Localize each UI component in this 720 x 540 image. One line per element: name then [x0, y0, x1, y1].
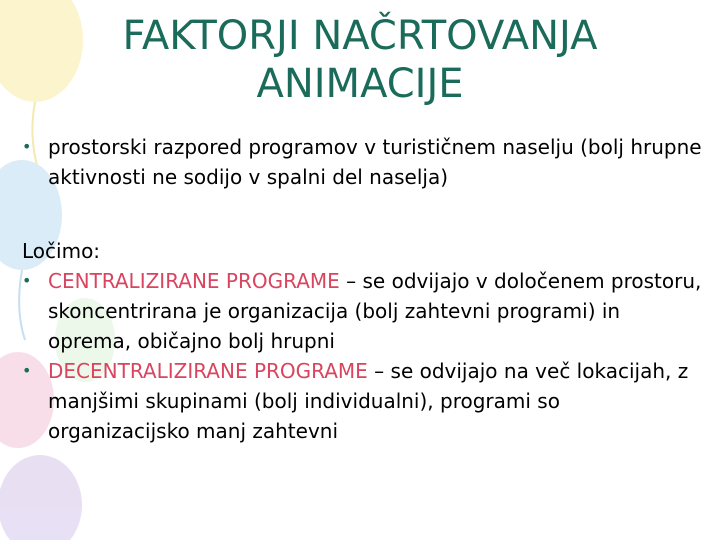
- slide-title-line-2: ANIMACIJE: [256, 61, 464, 107]
- slide-body: [22, 132, 702, 446]
- bullet-icon: •: [22, 271, 32, 290]
- section-label: Ločimo:: [22, 239, 101, 263]
- description-centralized: – se odvijajo v določenem prostoru, skoncentrirana je organizacija (bolj zahtevni programi) in oprema, običajno bolj hrupni: [48, 269, 702, 353]
- slide-title: [60, 12, 660, 108]
- term-centralized: CENTRALIZIRANE PROGRAME: [48, 269, 340, 293]
- bullet-icon: •: [22, 137, 32, 156]
- bullet-icon: •: [22, 361, 32, 380]
- balloon-purple-icon: [0, 455, 82, 540]
- spacer: [22, 192, 702, 236]
- slide-title-line-1: FAKTORJI NAČRTOVANJA: [122, 13, 598, 59]
- intro-bullet: [22, 132, 702, 192]
- list-item-centralized: [22, 266, 702, 356]
- description-decentralized: – se odvijajo na več lokacijah, z manjšimi skupinami (bolj individualni), programi so organizacijsko manj zahtevni: [48, 359, 689, 443]
- intro-bullet-text: prostorski razpored programov v turističnem naselju (bolj hrupne aktivnosti ne sodijo v spalni del naselja): [48, 135, 702, 189]
- term-decentralized: DECENTRALIZIRANE PROGRAME: [48, 359, 368, 383]
- list-item-decentralized: [22, 356, 702, 446]
